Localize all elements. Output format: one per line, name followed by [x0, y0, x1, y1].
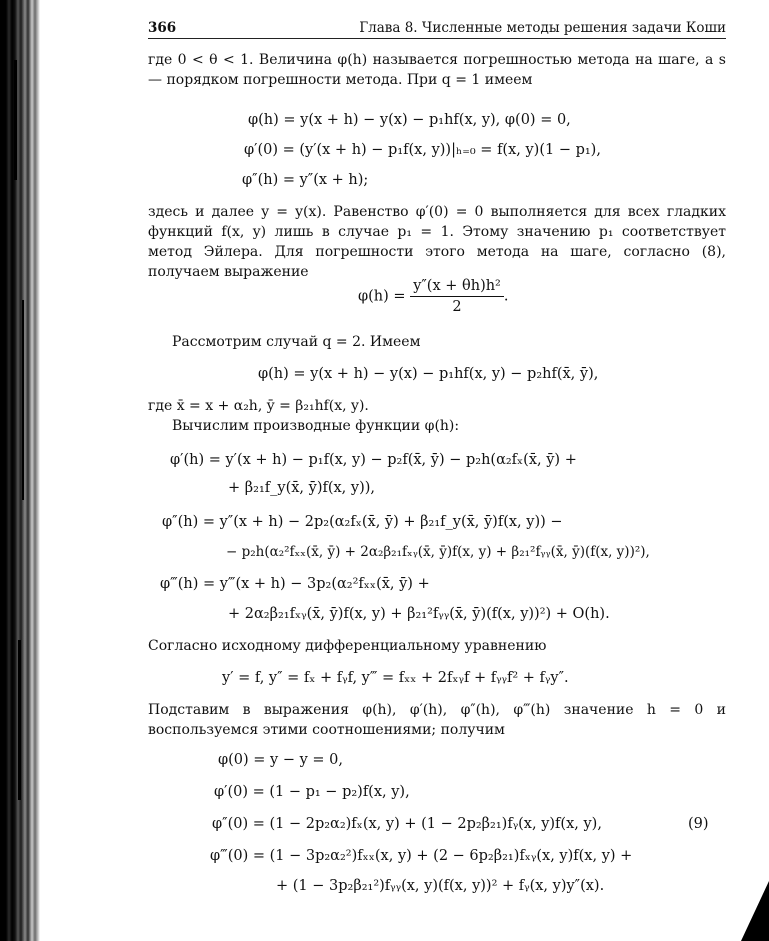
spine-fleck	[22, 300, 24, 500]
equation-line: φ′(h) = y′(x + h) − p₁f(x, y) − p₂f(x̄, ȳ) − p₂h(α₂fₓ(x̄, ȳ) +	[170, 452, 577, 468]
paragraph-7: Подставим в выражения φ(h), φ′(h), φ″(h), φ‴(h) значение h = 0 и воспользуемся этими соотношениями; получим	[148, 702, 726, 738]
equation-line: φ‴(h) = y‴(x + h) − 3p₂(α₂²fₓₓ(x̄, ȳ) +	[160, 576, 430, 592]
equation-line: φ(0) = y − y = 0,	[218, 752, 344, 768]
paragraph-1: где 0 < θ < 1. Величина φ(h) называется погрешностью метода на шаге, а s — порядком погрешности метода. При q = 1 имеем	[148, 52, 726, 88]
equation-ode-relations: y′ = f, y″ = fₓ + fᵧf, y‴ = fₓₓ + 2fₓᵧf + fᵧᵧf² + fᵧy″.	[222, 670, 569, 686]
spine-fleck	[14, 60, 17, 180]
equation-line: + 2α₂β₂₁fₓᵧ(x̄, ȳ)f(x, y) + β₂₁²fᵧᵧ(x̄, ȳ)(f(x, y))²) + O(h).	[228, 606, 610, 622]
book-spine-shadow	[0, 0, 40, 941]
paragraph-6: Согласно исходному дифференциальному уравнению	[148, 638, 547, 654]
equation-line: φ″(h) = y″(x + h) − 2p₂(α₂fₓ(x̄, ȳ) + β₂₁f_y(x̄, ȳ)f(x, y)) −	[162, 514, 563, 530]
equation-line: φ″(0) = (1 − 2p₂α₂)fₓ(x, y) + (1 − 2p₂β₂₁)fᵧ(x, y)f(x, y),	[212, 816, 602, 832]
paragraph-4: где x̄ = x + α₂h, ȳ = β₂₁hf(x, y).	[148, 398, 369, 414]
equation-line: + (1 − 3p₂β₂₁²)fᵧᵧ(x, y)(f(x, y))² + fᵧ(x, y)y″(x).	[276, 878, 605, 894]
page-header	[148, 14, 726, 39]
spine-fleck	[18, 640, 21, 800]
page-corner-shadow	[741, 881, 769, 941]
book-page	[148, 14, 726, 894]
equation-line: φ(h) = y(x + h) − y(x) − p₁hf(x, y), φ(0) = 0,	[248, 112, 571, 128]
equation-line: φ′(0) = (y′(x + h) − p₁f(x, y))|ₕ₌₀ = f(x, y)(1 − p₁),	[244, 142, 601, 158]
equation-line: φ′(0) = (1 − p₁ − p₂)f(x, y),	[214, 784, 410, 800]
equation-error-euler: φ(h) = $\frac{\text{y″(x + θh)h²}}{2}$ .	[358, 278, 509, 315]
equation-number: (9)	[688, 816, 709, 832]
running-title: Глава 8. Численные методы решения задачи Коши	[359, 20, 726, 36]
equation-line: − p₂h(α₂²fₓₓ(x̄, ȳ) + 2α₂β₂₁fₓᵧ(x̄, ȳ)f(x, y) + β₂₁²fᵧᵧ(x̄, ȳ)(f(x, y))²),	[226, 544, 650, 560]
paragraph-3: Рассмотрим случай q = 2. Имеем	[172, 334, 421, 350]
equation-line: φ‴(0) = (1 − 3p₂α₂²)fₓₓ(x, y) + (2 − 6p₂β₂₁)fₓᵧ(x, y)f(x, y) +	[210, 848, 633, 864]
paragraph-5: Вычислим производные функции φ(h):	[172, 418, 460, 434]
equation-line: φ″(h) = y″(x + h);	[242, 172, 369, 188]
paragraph-2: здесь и далее y = y(x). Равенство φ′(0) = 0 выполняется для всех гладких функций f(x, y) лишь в случае p₁ = 1. Этому значению p₁ соответствует метод Эйлера. Для погрешности этого метода на шаге, согласно (8), получаем выражение	[148, 204, 726, 280]
equation-q2: φ(h) = y(x + h) − y(x) − p₁hf(x, y) − p₂hf(x̄, ȳ),	[258, 366, 599, 382]
fraction: $\frac{\text{y″(x + θh)h²}}{2}$	[410, 276, 504, 317]
page-number: 366	[148, 20, 177, 36]
equation-line: + β₂₁f_y(x̄, ȳ)f(x, y)),	[228, 480, 376, 496]
